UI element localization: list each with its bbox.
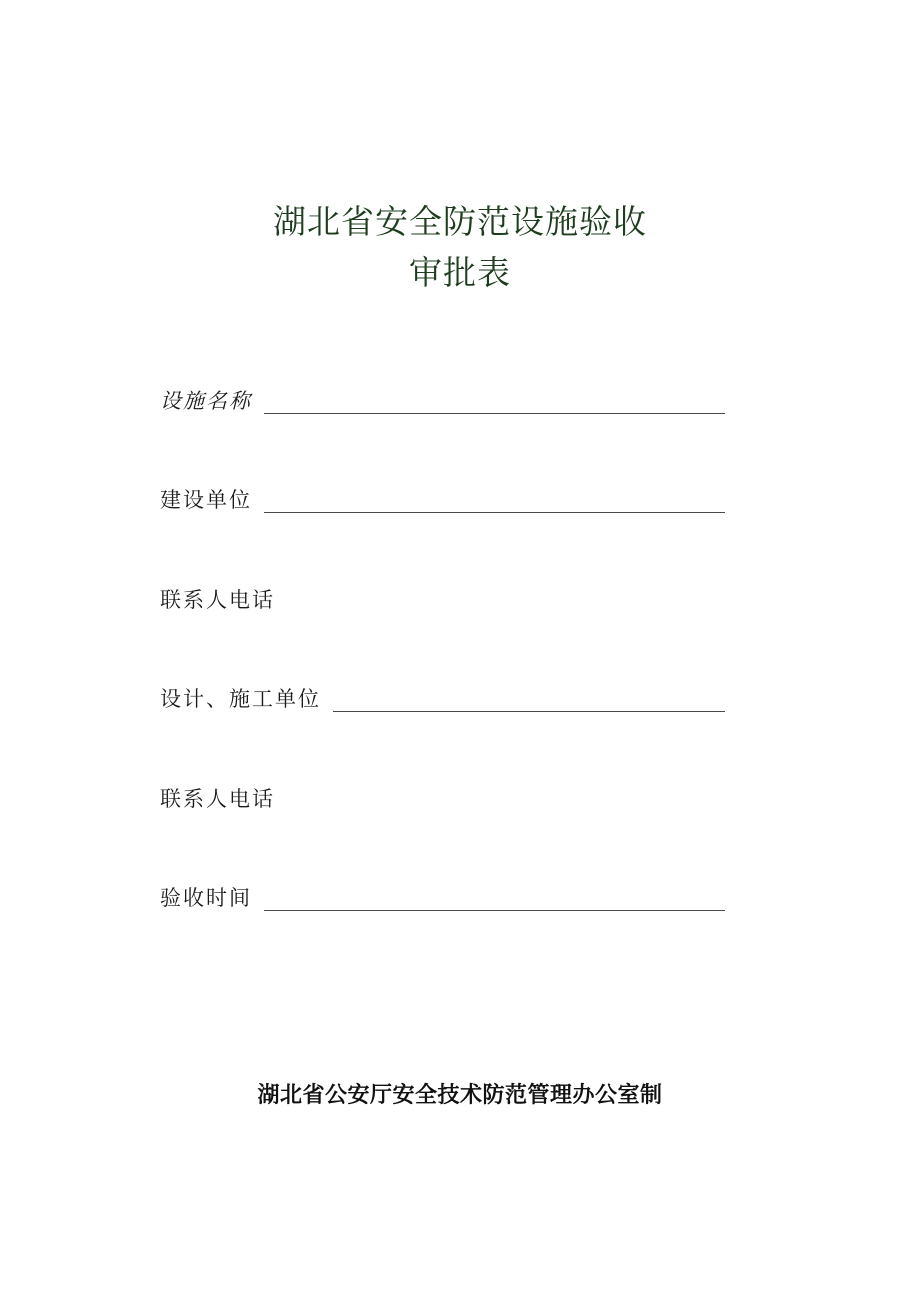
field-contact-phone-1 <box>160 583 725 613</box>
field-facility-name <box>160 384 725 414</box>
field-facility-name-label: 设施名称 <box>160 389 252 413</box>
form-title-line2: 审批表 <box>409 253 511 292</box>
field-facility-name-line <box>264 412 725 414</box>
field-contact-phone-2 <box>160 782 725 812</box>
field-acceptance-time <box>160 881 725 911</box>
field-acceptance-time-label: 验收时间 <box>160 886 252 910</box>
form-title-line1: 湖北省安全防范设施验收 <box>273 202 647 241</box>
field-contact-phone-2-label: 联系人电话 <box>160 787 275 811</box>
field-contact-phone-1-label: 联系人电话 <box>160 588 275 612</box>
issuing-office: 湖北省公安厅安全技术防范管理办公室制 <box>257 1083 663 1108</box>
field-design-construction-unit-line <box>333 710 725 712</box>
field-construction-unit-label: 建设单位 <box>160 488 252 512</box>
field-acceptance-time-line <box>264 909 725 911</box>
field-design-construction-unit <box>160 682 725 712</box>
field-construction-unit <box>160 483 725 513</box>
field-construction-unit-line <box>264 511 725 513</box>
field-design-construction-unit-label: 设计、施工单位 <box>160 687 321 711</box>
